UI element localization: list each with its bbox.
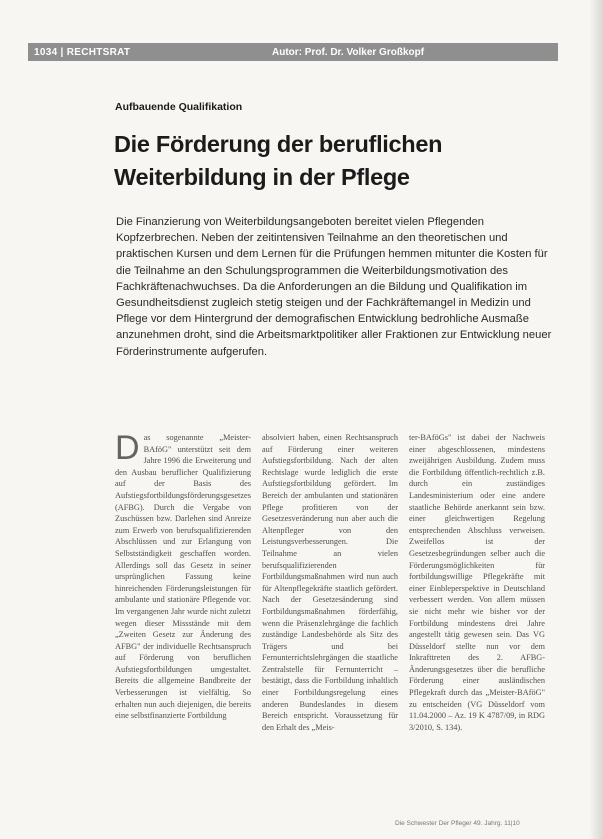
header-section-label: 1034 | RECHTSRAT — [34, 46, 131, 58]
body-column-3 — [409, 432, 545, 733]
body-column-3-text: ter-BAföGs" ist dabei der Nachweis einer abgeschlossenen, mindestens zweijährigen Ausbildung. Zudem muss die Fortbildung öffentlich-rechtlich z.B. durch ein zuständiges Landesministerium oder eine andere staatliche Behörde anerkannt sein bzw. einer gleichwertigen Regelung entsprechenden Abschluss verweisen. Zweifellos ist der Gesetzesbegründungen selber auch die Förderungsmöglichkeiten für fortbildungswillige Pflegekräfte mit einer Einbleperspektive in Deutschland verbessert werden. Von allem müssen sie nicht mehr wie bisher vor der Fortbildung mindestens drei Jahre angestellt tätig gewesen sein. Das VG Düsseldorf stellte nun vor dem Inkrafttreten des 2. AFBG-Änderungsgesetzes über die berufliche Förderung einer ausländischen Pflegekraft durch das „Meister-BAföG" zu entscheiden (VG Düsseldorf vom 11.04.2000 – Az. 19 K 4787/09, in RDG 3/2010, S. 134). — [409, 433, 545, 732]
body-column-1-text: as sogenannte „Meister-BAföG" unterstützt seit dem Jahre 1996 die Erweiterung und den Ausbau beruflicher Qualifizierung auf der Basis des Aufstiegsfortbildungsförderungsgesetzes (AFBG). Durch die Vergabe von Zuschüssen bzw. Darlehen sind Anreize zum Erwerb von berufsqualifizierenden Abschlüssen und zur Erlangung von Selbstständigkeit geschaffen worden. Allerdings soll das Gesetz in seiner ursprünglichen Fassung keine hinreichenden Förderungsleistungen für ambulante und stationäre Pflegende vor. Im vergangenen Jahr wurde nicht zuletzt wegen dieser Missstände mit dem „Zweiten Gesetz zur Änderung des AFBG" der individuelle Rechtsanspruch auf Förderung von beruflichen Aufstiegsfortbildungen umgestaltet. Bereits die allgemeine Bandbreite der Verbesserungen ist vielfältig. So erhalten nun auch diejenigen, die bereits eine selbstfinanzierte Fortbildung — [115, 433, 251, 721]
page-edge-shadow — [589, 0, 603, 839]
body-column-1 — [115, 429, 251, 722]
body-column-2 — [262, 432, 398, 733]
article-kicker: Aufbauende Qualifikation — [115, 101, 243, 113]
article-title: Die Förderung der beruflichen Weiterbildung in der Pflege — [114, 131, 443, 190]
article-intro: Die Finanzierung von Weiterbildungsangeboten bereitet vielen Pflegenden Kopfzerbrechen. Neben der zeitintensiven Teilnahme an den theoretischen und praktischen Kursen und dem Lernen für die Prüfungen hemmen mitunter die Kosten für die Teilnahme an den Schulungsprogrammen die Weiterbildungsmotivation des Fachkräftenachwuchses. Da die Anforderungen an die Bildung und Qualifikation im Gesundheitsdienst zugleich stetig steigen und der Fachkräftemangel in Medizin und Pflege vor dem Hintergrund der demografischen Entwicklung bedrohliche Ausmaße anzunehmen droht, sind die Arbeitsmarktpolitiker aller Fraktionen zur Entwicklung neuer Förderinstrumente aufgerufen. — [116, 216, 552, 358]
header-author: Autor: Prof. Dr. Volker Großkopf — [272, 46, 425, 58]
drop-cap: D — [115, 429, 140, 467]
body-column-2-text: absolviert haben, einen Rechtsanspruch auf Förderung einer weiteren Aufstiegsfortbildung. Nach der alten Rechtslage wurde lediglich die erste Aufstiegsfortbildung gefördert. Im Bereich der ambulanten und stationären Pflege profitieren von der Gesetzesveränderung nun aber auch die Altenpfleger von den Leistungsverbesserungen. Die Teilnahme an vielen berufsqualifizierenden Fortbildungsmaßnahmen wird nun auch für Altenpflegekräfte staatlich gefördert. Nach der Gesetzesänderung sind Fortbildungsmaßnahmen förderfähig, wenn die Präsenzlehrgänge die fachlich zuständige Landesbehörde als Sitz des Trägers und bei Fernunterrichtslehrgängen die staatliche Zentralstelle für Fernunterricht – bestätigt, dass die Fortbildung inhaltlich einer Fortbildungsregelung eines anderen Bundeslandes in diesem Bereich entspricht. Voraussetzung für den Erhalt des „Meis- — [262, 433, 398, 732]
running-header — [28, 43, 558, 61]
page-footer: Die Schwester Der Pfleger 49. Jahrg. 11|10 — [395, 820, 520, 827]
